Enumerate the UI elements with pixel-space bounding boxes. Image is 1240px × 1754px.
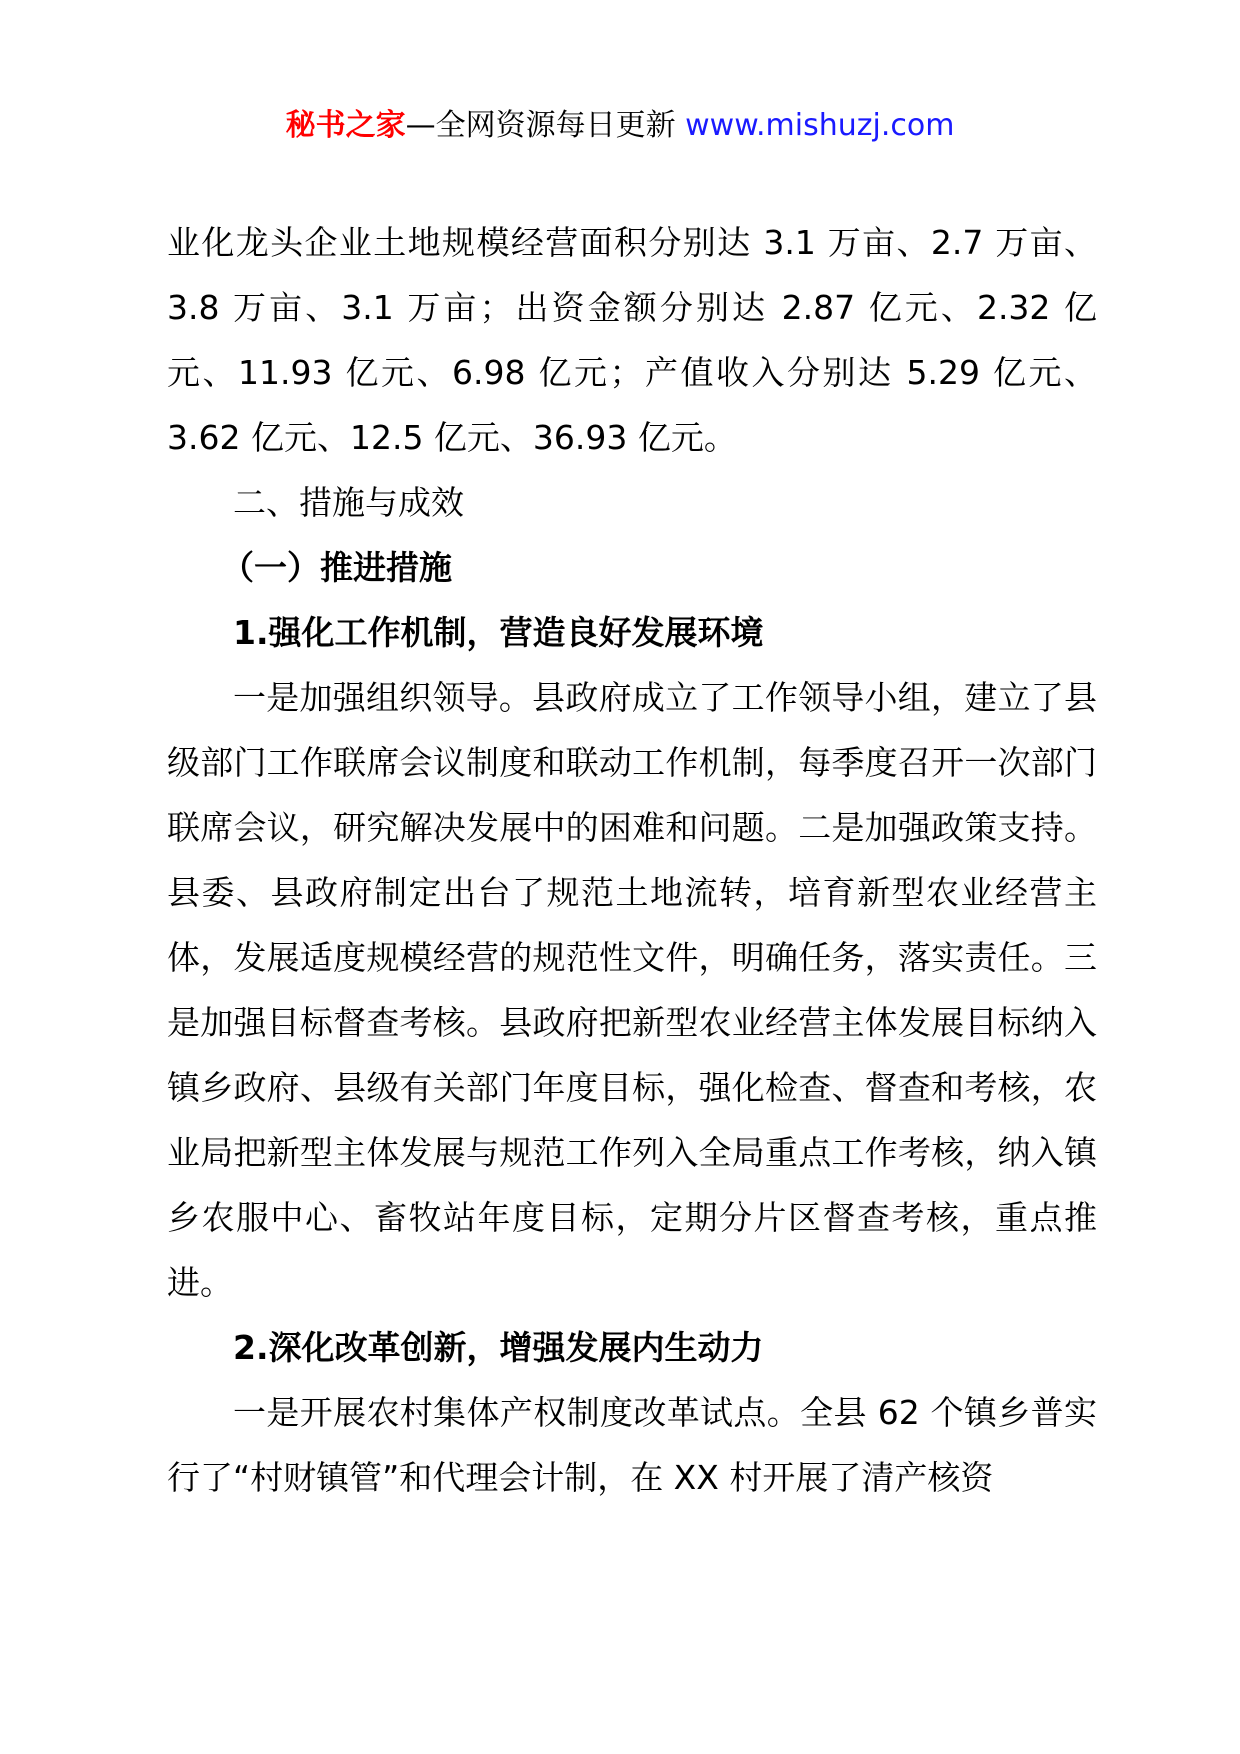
item-heading-2: 2.深化改革创新，增强发展内生动力	[233, 1328, 764, 1367]
page-header	[0, 104, 1240, 148]
document-body	[167, 210, 1097, 1510]
header-brand: 秘书之家	[285, 108, 406, 143]
subsection-heading: （一）推进措施	[221, 548, 452, 587]
section-heading: 二、措施与成效	[233, 483, 464, 522]
item-heading-1: 1.强化工作机制，营造良好发展环境	[233, 613, 764, 652]
paragraph-body-1: 一是加强组织领导。县政府成立了工作领导小组，建立了县级部门工作联席会议制度和联动工作机制，每季度召开一次部门联席会议，研究解决发展中的困难和问题。二是加强政策支持。县委、县政府制定出台了规范土地流转，培育新型农业经营主体，发展适度规模经营的规范性文件，明确任务，落实责任。三是加强目标督查考核。县政府把新型农业经营主体发展目标纳入镇乡政府、县级有关部门年度目标，强化检查、督查和考核，农业局把新型主体发展与规范工作列入全局重点工作考核，纳入镇乡农服中心、畜牧站年度目标，定期分片区督查考核，重点推进。	[167, 678, 1097, 1302]
paragraph-continuation: 业化龙头企业土地规模经营面积分别达 3.1 万亩、2.7 万亩、3.8 万亩、3.1 万亩；出资金额分别达 2.87 亿元、2.32 亿元、11.93 亿元、6.98 亿元；产值收入分别达 5.29 亿元、3.62 亿元、12.5 亿元、36.93 亿元。	[167, 223, 1097, 457]
header-url[interactable]: www.mishuzj.com	[685, 108, 955, 143]
header-tagline: —全网资源每日更新	[405, 108, 686, 143]
paragraph-body-2: 一是开展农村集体产权制度改革试点。全县 62 个镇乡普实行了“村财镇管”和代理会计制，在 XX 村开展了清产核资	[167, 1393, 1097, 1497]
